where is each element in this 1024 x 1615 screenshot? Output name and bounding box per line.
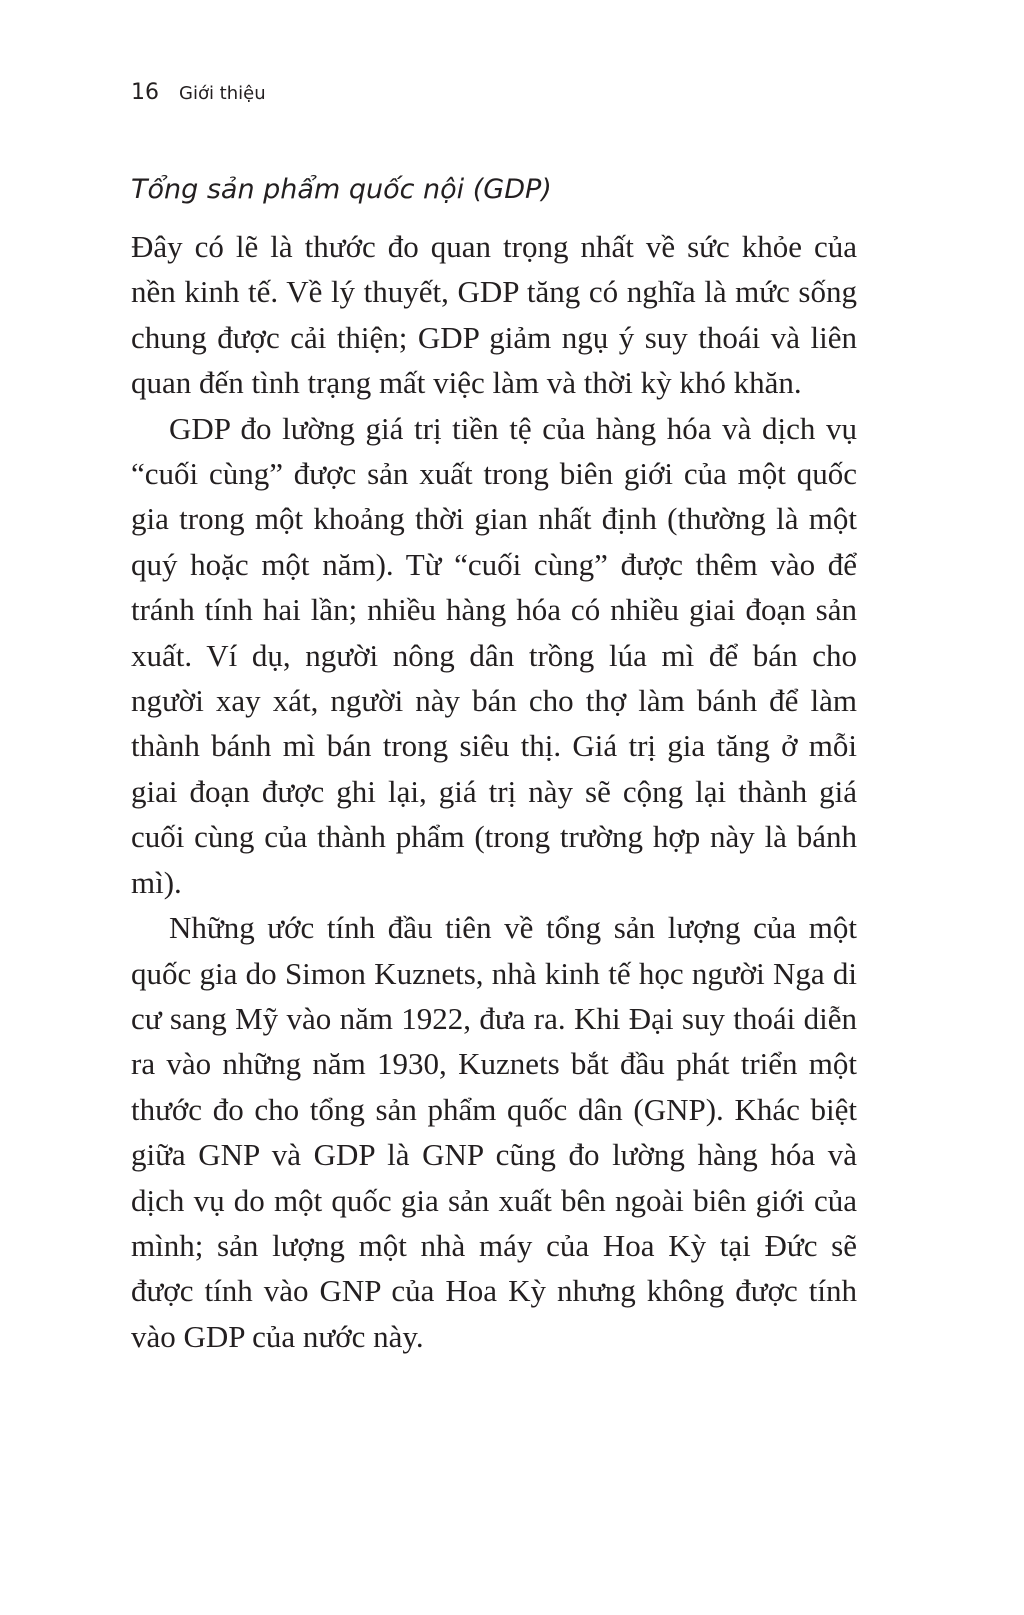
paragraph-2: GDP đo lường giá trị tiền tệ của hàng hóa và dịch vụ “cuối cùng” được sản xuất trong biên giới của một quốc gia trong một khoảng thời gian nhất định (thường là một quý hoặc một năm). Từ “cuối cùng” được thêm vào để tránh tính hai lần; nhiều hàng hóa có nhiều giai đoạn sản xuất. Ví dụ, người nông dân trồng lúa mì để bán cho người xay xát, người này bán cho thợ làm bánh để làm thành bánh mì bán trong siêu thị. Giá trị gia tăng ở mỗi giai đoạn được ghi lại, giá trị này sẽ cộng lại thành giá cuối cùng của thành phẩm (trong trường hợp này là bánh mì). [131,410,857,900]
running-head [131,80,266,110]
paragraph-1: Đây có lẽ là thước đo quan trọng nhất về sức khỏe của nền kinh tế. Về lý thuyết, GDP tăng có nghĩa là mức sống chung được cải thiện; GDP giảm ngụ ý suy thoái và liên quan đến tình trạng mất việc làm và thời kỳ khó khăn. [131,229,857,401]
page-number: 16 [131,80,159,105]
body-text [131,224,857,1359]
section-name: Giới thiệu [179,83,266,104]
section-heading: Tổng sản phẩm quốc nội (GDP) [131,174,552,205]
paragraph-3: Những ước tính đầu tiên về tổng sản lượng của một quốc gia do Simon Kuznets, nhà kinh tế học người Nga di cư sang Mỹ vào năm 1922, đưa ra. Khi Đại suy thoái diễn ra vào những năm 1930, Kuznets bắt đầu phát triển một thước đo cho tổng sản phẩm quốc dân (GNP). Khác biệt giữa GNP và GDP là GNP cũng đo lường hàng hóa và dịch vụ do một quốc gia sản xuất bên ngoài biên giới của mình; sản lượng một nhà máy của Hoa Kỳ tại Đức sẽ được tính vào GNP của Hoa Kỳ nhưng không được tính vào GDP của nước này. [131,910,857,1354]
